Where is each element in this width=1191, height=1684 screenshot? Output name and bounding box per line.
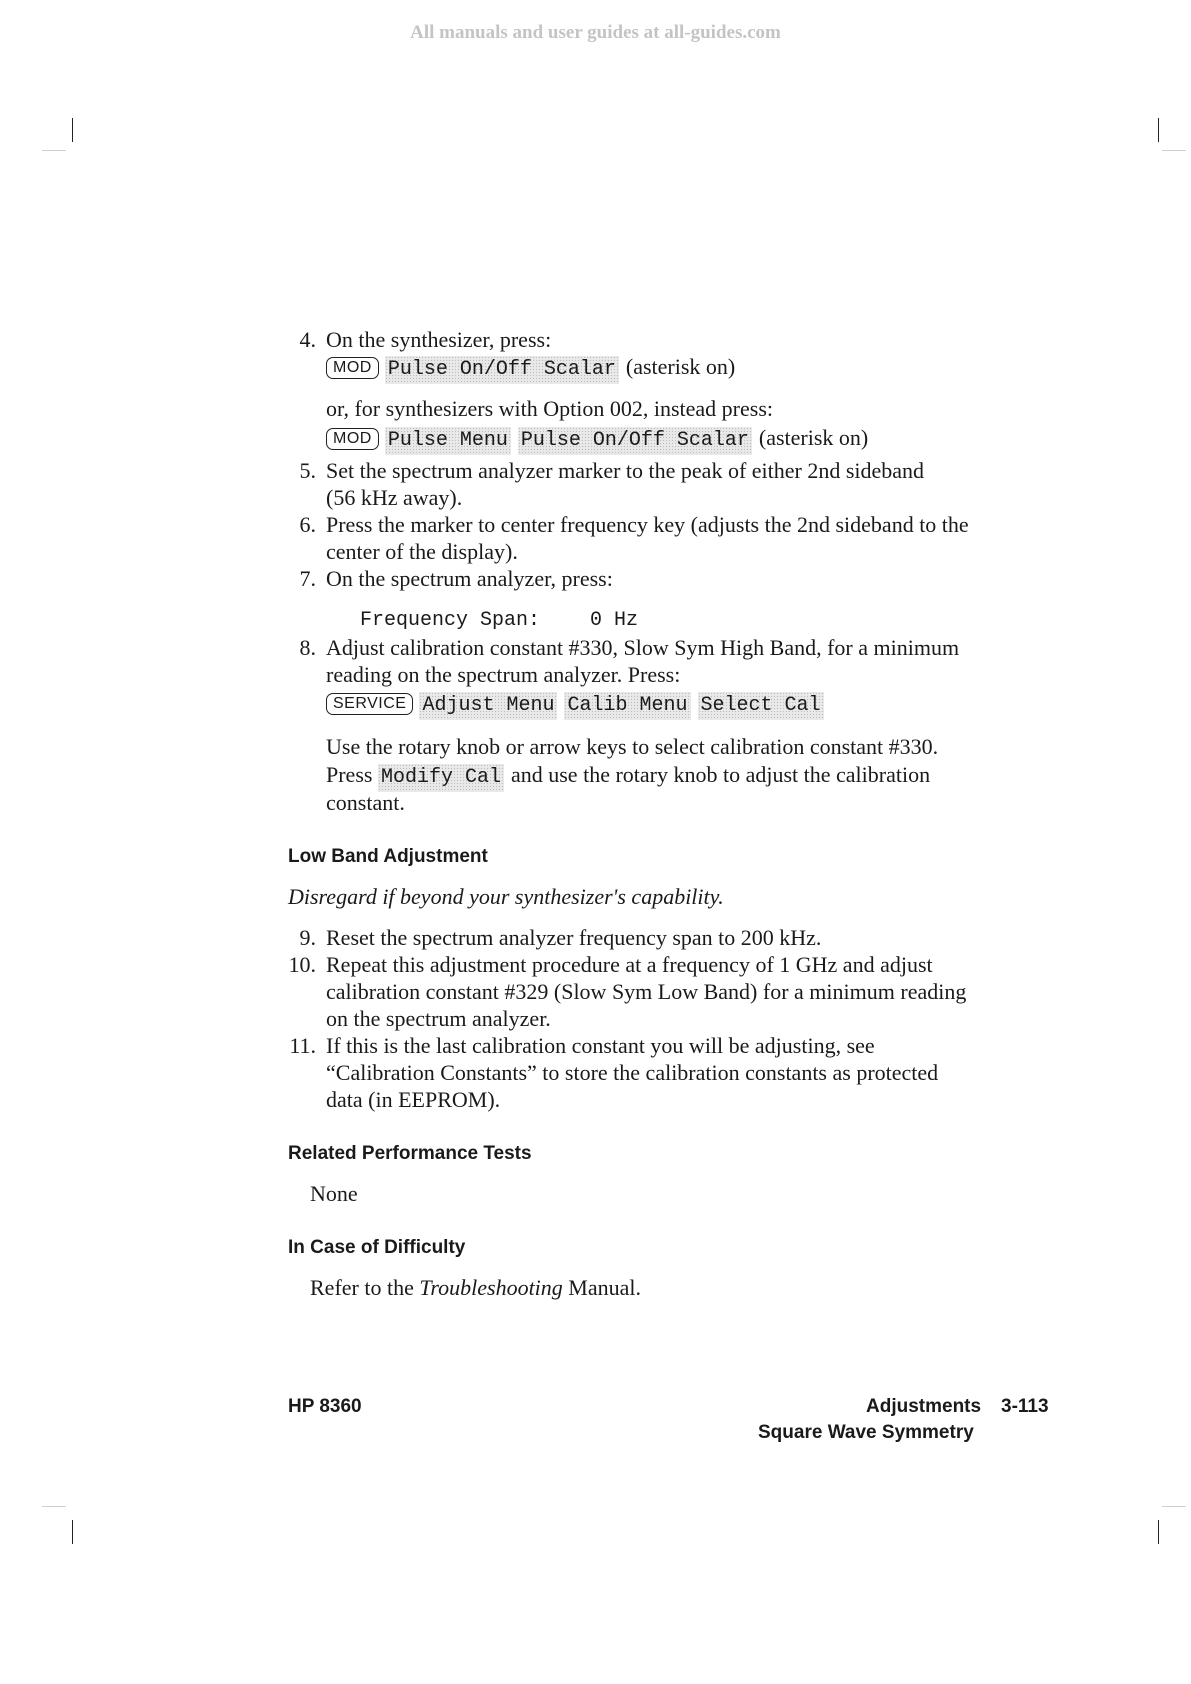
step-number: 10. [288, 952, 316, 977]
step-number: 6. [299, 512, 316, 537]
section-heading-low-band: Low Band Adjustment [288, 846, 488, 867]
text-fragment: Press [326, 762, 373, 787]
step-text: data (in EEPROM). [326, 1087, 501, 1112]
step-number: 4. [299, 327, 316, 352]
hardkey-mod: MOD [326, 428, 379, 450]
step-text: On the spectrum analyzer, press: [326, 566, 613, 591]
section-heading-difficulty: In Case of Difficulty [288, 1237, 466, 1258]
step-text: Adjust calibration constant #330, Slow Sym High Band, for a minimum [326, 635, 960, 660]
step-text: Use the rotary knob or arrow keys to select calibration constant #330. [326, 734, 939, 759]
step-text: Set the spectrum analyzer marker to the peak of either 2nd sideband [326, 458, 925, 483]
hardkey-mod: MOD [326, 357, 379, 379]
footer-subtitle: Square Wave Symmetry [758, 1422, 974, 1443]
softkey-adjust-menu: Adjust Menu [419, 692, 557, 720]
step-number: 9. [299, 925, 316, 950]
setting-value: 0 Hz [590, 609, 639, 632]
section-heading-related: Related Performance Tests [288, 1143, 532, 1164]
step-number: 8. [299, 635, 316, 660]
step-text: reading on the spectrum analyzer. Press: [326, 662, 681, 687]
step-text: Repeat this adjustment procedure at a frequency of 1 GHz and adjust [326, 952, 933, 977]
softkey-pulse-on-off-scalar: Pulse On/Off Scalar [518, 427, 752, 455]
softkey-modify-cal: Modify Cal [378, 764, 504, 792]
text-fragment: Refer to the [310, 1275, 414, 1300]
step-number: 11. [289, 1033, 316, 1058]
step-text: “Calibration Constants” to store the calibration constants as protected [326, 1060, 939, 1085]
step-text: Reset the spectrum analyzer frequency span to 200 kHz. [326, 925, 822, 950]
section-text: None [310, 1181, 358, 1206]
text-fragment: Manual. [568, 1275, 641, 1300]
setting-label: Frequency Span: [360, 609, 541, 632]
key-note: (asterisk on) [758, 425, 869, 450]
softkey-select-cal: Select Cal [698, 692, 824, 720]
section-text [310, 1274, 641, 1301]
step-number: 7. [299, 566, 316, 591]
step-text: On the synthesizer, press: [326, 327, 552, 352]
step-number: 5. [299, 458, 316, 483]
step-text: calibration constant #329 (Slow Sym Low Band) for a minimum reading [326, 979, 967, 1004]
step-text: on the spectrum analyzer. [326, 1006, 551, 1031]
key-note: (asterisk on) [625, 354, 736, 379]
step-text [326, 761, 930, 792]
softkey-pulse-on-off-scalar: Pulse On/Off Scalar [385, 356, 619, 384]
footer-section: Adjustments [866, 1396, 982, 1417]
hardkey-service: SERVICE [326, 693, 413, 715]
key-sequence [326, 424, 868, 455]
softkey-calib-menu: Calib Menu [564, 692, 690, 720]
italic-note: Disregard if beyond your synthesizer's capability. [288, 884, 724, 909]
step-text: or, for synthesizers with Option 002, instead press: [326, 396, 773, 421]
key-sequence [326, 689, 831, 720]
softkey-pulse-menu: Pulse Menu [385, 427, 511, 455]
step-text: If this is the last calibration constant you will be adjusting, see [326, 1033, 875, 1058]
section-note [288, 883, 724, 910]
watermark: All manuals and user guides at all-guides.com [410, 22, 781, 43]
step-text: constant. [326, 790, 405, 815]
text-fragment: and use the rotary knob to adjust the calibration [510, 762, 931, 787]
footer-page-number: 3-113 [1001, 1396, 1049, 1417]
step-text: center of the display). [326, 539, 518, 564]
footer-product: HP 8360 [288, 1396, 362, 1417]
manual-title: Troubleshooting [419, 1275, 563, 1300]
step-text: (56 kHz away). [326, 485, 463, 510]
step-text: Press the marker to center frequency key (adjusts the 2nd sideband to the [326, 512, 969, 537]
key-sequence [326, 353, 735, 384]
